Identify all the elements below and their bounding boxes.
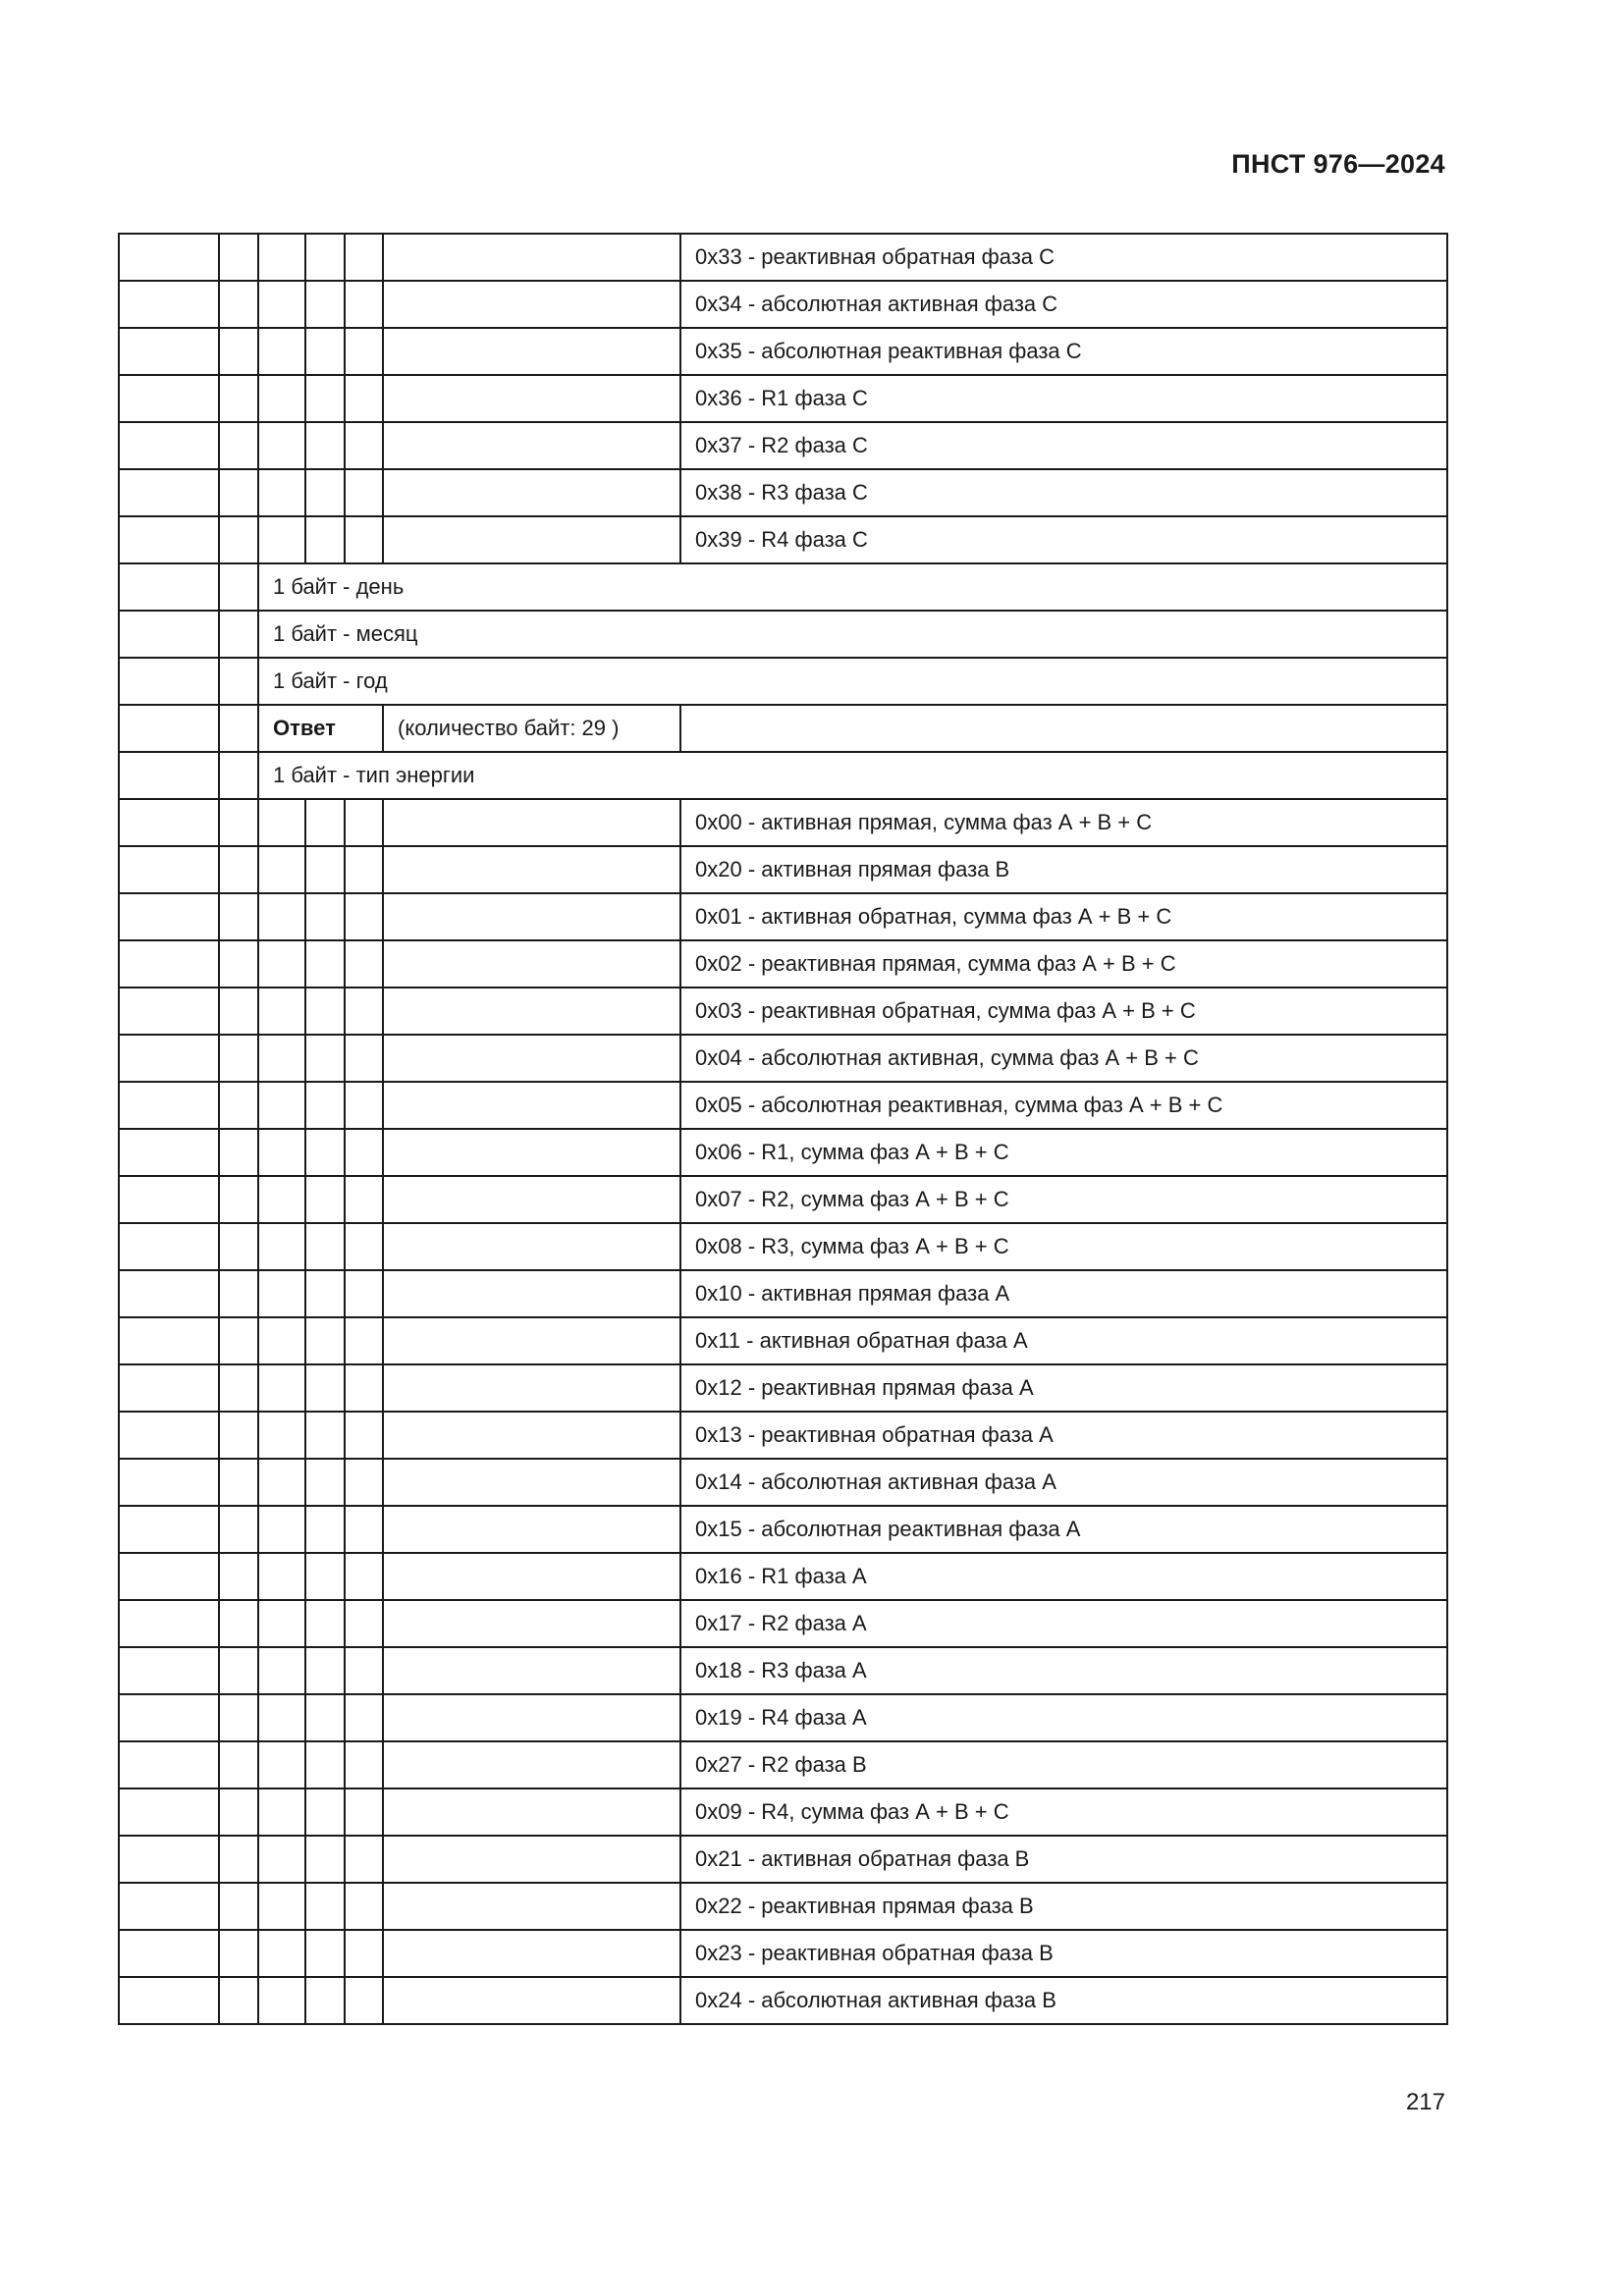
empty-cell [305,799,345,846]
empty-cell [305,1364,345,1412]
empty-cell [119,658,219,705]
empty-cell [383,1223,680,1270]
empty-cell [345,1506,383,1553]
empty-cell [119,846,219,893]
empty-cell [305,422,345,469]
empty-cell [219,375,258,422]
document-code: ПНСТ 976—2024 [1231,149,1445,179]
empty-cell [305,1883,345,1930]
empty-cell [219,281,258,328]
table-row [119,1741,1447,1789]
empty-cell [345,375,383,422]
empty-cell [119,1647,219,1694]
table-row [119,1364,1447,1412]
table-row [119,375,1447,422]
empty-cell [680,705,1447,752]
table-row [119,893,1447,940]
empty-cell [345,1883,383,1930]
empty-cell [258,988,305,1035]
empty-cell [383,1883,680,1930]
empty-cell [219,1694,258,1741]
empty-cell [258,516,305,563]
empty-cell [219,328,258,375]
empty-cell [219,1647,258,1694]
empty-cell [258,1082,305,1129]
empty-cell [383,1412,680,1459]
table-row [119,846,1447,893]
empty-cell [258,1317,305,1364]
empty-cell [258,1270,305,1317]
table-row [119,1129,1447,1176]
empty-cell [305,940,345,988]
empty-cell [305,1223,345,1270]
empty-cell [383,1506,680,1553]
empty-cell [258,234,305,281]
empty-cell [119,1082,219,1129]
empty-cell [383,1176,680,1223]
answer-row [119,705,1447,752]
empty-cell [383,893,680,940]
energy-code-cell: 0x03 - реактивная обратная, сумма фаз А + В + С [680,988,1447,1035]
empty-cell [345,799,383,846]
empty-cell [119,281,219,328]
empty-cell [119,705,219,752]
empty-cell [258,799,305,846]
empty-cell [119,563,219,611]
empty-cell [383,375,680,422]
energy-code-cell: 0x14 - абсолютная активная фаза А [680,1459,1447,1506]
table-row [119,1317,1447,1364]
empty-cell [305,1129,345,1176]
table-row [119,799,1447,846]
empty-cell [219,1506,258,1553]
empty-cell [345,1364,383,1412]
empty-cell [305,1836,345,1883]
empty-cell [383,1789,680,1836]
energy-code-cell: 0x16 - R1 фаза А [680,1553,1447,1600]
empty-cell [119,940,219,988]
empty-cell [219,1412,258,1459]
empty-cell [119,1317,219,1364]
empty-cell [383,1694,680,1741]
energy-code-cell: 0x04 - абсолютная активная, сумма фаз А + В + С [680,1035,1447,1082]
table-row [119,1176,1447,1223]
empty-cell [258,1883,305,1930]
empty-cell [383,1600,680,1647]
empty-cell [219,1364,258,1412]
byte-field-cell: 1 байт - день [258,563,1447,611]
empty-cell [383,1129,680,1176]
empty-cell [345,1553,383,1600]
table-row [119,658,1447,705]
empty-cell [119,988,219,1035]
table-row [119,1553,1447,1600]
empty-cell [119,1789,219,1836]
empty-cell [345,1647,383,1694]
energy-code-cell: 0x23 - реактивная обратная фаза В [680,1930,1447,1977]
empty-cell [258,1129,305,1176]
empty-cell [305,1412,345,1459]
table-row [119,516,1447,563]
empty-cell [345,1317,383,1364]
table-row [119,328,1447,375]
energy-code-cell: 0x27 - R2 фаза В [680,1741,1447,1789]
energy-code-cell: 0x24 - абсолютная активная фаза В [680,1977,1447,2024]
empty-cell [219,1883,258,1930]
empty-cell [383,234,680,281]
table-row [119,1600,1447,1647]
page-number: 217 [1405,2089,1445,2115]
energy-code-cell: 0x12 - реактивная прямая фаза А [680,1364,1447,1412]
protocol-table-body [119,234,1447,2024]
empty-cell [383,516,680,563]
empty-cell [258,1553,305,1600]
empty-cell [345,422,383,469]
empty-cell [258,1035,305,1082]
empty-cell [219,1459,258,1506]
empty-cell [119,1459,219,1506]
empty-cell [345,1977,383,2024]
empty-cell [345,1082,383,1129]
empty-cell [119,1553,219,1600]
empty-cell [305,1694,345,1741]
empty-cell [219,1035,258,1082]
empty-cell [258,893,305,940]
energy-code-cell: 0x34 - абсолютная активная фаза С [680,281,1447,328]
empty-cell [119,1694,219,1741]
empty-cell [119,1506,219,1553]
empty-cell [219,1741,258,1789]
empty-cell [345,988,383,1035]
empty-cell [305,1977,345,2024]
table-row [119,1270,1447,1317]
empty-cell [383,1647,680,1694]
empty-cell [219,1930,258,1977]
empty-cell [305,1553,345,1600]
table-row [119,1836,1447,1883]
empty-cell [258,1412,305,1459]
empty-cell [305,1600,345,1647]
energy-code-cell: 0x18 - R3 фаза А [680,1647,1447,1694]
empty-cell [345,328,383,375]
empty-cell [258,1930,305,1977]
empty-cell [305,281,345,328]
table-row [119,1789,1447,1836]
energy-code-cell: 0x00 - активная прямая, сумма фаз А + В + С [680,799,1447,846]
empty-cell [219,846,258,893]
empty-cell [119,1836,219,1883]
byte-field-cell: 1 байт - год [258,658,1447,705]
empty-cell [219,1129,258,1176]
empty-cell [219,1317,258,1364]
empty-cell [258,375,305,422]
table-row [119,1977,1447,2024]
empty-cell [258,1977,305,2024]
empty-cell [219,988,258,1035]
energy-code-cell: 0x22 - реактивная прямая фаза В [680,1883,1447,1930]
energy-code-cell: 0x11 - активная обратная фаза А [680,1317,1447,1364]
empty-cell [305,1270,345,1317]
empty-cell [383,988,680,1035]
table-row [119,1647,1447,1694]
table-row [119,1412,1447,1459]
empty-cell [383,1317,680,1364]
empty-cell [383,1930,680,1977]
energy-code-cell: 0x13 - реактивная обратная фаза А [680,1412,1447,1459]
empty-cell [383,940,680,988]
empty-cell [219,422,258,469]
empty-cell [119,1270,219,1317]
energy-code-cell: 0x06 - R1, сумма фаз А + В + С [680,1129,1447,1176]
table-row [119,1223,1447,1270]
empty-cell [219,611,258,658]
empty-cell [119,328,219,375]
empty-cell [219,469,258,516]
empty-cell [258,846,305,893]
empty-cell [345,1789,383,1836]
empty-cell [345,1694,383,1741]
empty-cell [305,1459,345,1506]
empty-cell [119,799,219,846]
empty-cell [119,1176,219,1223]
table-row [119,940,1447,988]
empty-cell [345,1412,383,1459]
empty-cell [383,799,680,846]
empty-cell [305,988,345,1035]
empty-cell [305,846,345,893]
empty-cell [345,516,383,563]
energy-code-cell: 0x08 - R3, сумма фаз А + В + С [680,1223,1447,1270]
empty-cell [119,375,219,422]
table-row [119,1035,1447,1082]
empty-cell [345,1129,383,1176]
empty-cell [345,1930,383,1977]
empty-cell [383,846,680,893]
energy-code-cell: 0x05 - абсолютная реактивная, сумма фаз А + В + С [680,1082,1447,1129]
empty-cell [305,234,345,281]
empty-cell [219,940,258,988]
empty-cell [219,1836,258,1883]
table-row [119,988,1447,1035]
energy-code-cell: 0x01 - активная обратная, сумма фаз А + В + С [680,893,1447,940]
empty-cell [383,1553,680,1600]
energy-code-cell: 0x33 - реактивная обратная фаза С [680,234,1447,281]
table-row [119,1930,1447,1977]
byte-field-cell: 1 байт - месяц [258,611,1447,658]
empty-cell [258,940,305,988]
empty-cell [305,1647,345,1694]
empty-cell [219,1270,258,1317]
energy-code-cell: 0x37 - R2 фаза С [680,422,1447,469]
empty-cell [219,1082,258,1129]
empty-cell [305,516,345,563]
table-row [119,1459,1447,1506]
empty-cell [383,1459,680,1506]
empty-cell [258,1506,305,1553]
empty-cell [258,328,305,375]
table-row [119,1082,1447,1129]
table-row [119,611,1447,658]
empty-cell [219,1977,258,2024]
table-row [119,1506,1447,1553]
empty-cell [345,1035,383,1082]
empty-cell [383,1082,680,1129]
energy-code-cell: 0x15 - абсолютная реактивная фаза А [680,1506,1447,1553]
empty-cell [119,234,219,281]
empty-cell [219,1176,258,1223]
empty-cell [383,1977,680,2024]
empty-cell [383,422,680,469]
answer-label: Ответ [258,705,383,752]
empty-cell [119,469,219,516]
empty-cell [219,752,258,799]
empty-cell [219,1600,258,1647]
energy-code-cell: 0x38 - R3 фаза С [680,469,1447,516]
energy-type-cell: 1 байт - тип энергии [258,752,1447,799]
empty-cell [305,328,345,375]
empty-cell [345,940,383,988]
empty-cell [383,281,680,328]
energy-code-cell: 0x17 - R2 фаза А [680,1600,1447,1647]
empty-cell [345,281,383,328]
empty-cell [383,1270,680,1317]
empty-cell [258,1741,305,1789]
empty-cell [383,328,680,375]
energy-code-cell: 0x02 - реактивная прямая, сумма фаз А + В + С [680,940,1447,988]
table-row [119,234,1447,281]
table-row [119,469,1447,516]
answer-byte-count: (количество байт: 29 ) [383,705,680,752]
empty-cell [305,1035,345,1082]
empty-cell [119,1364,219,1412]
empty-cell [219,799,258,846]
empty-cell [345,234,383,281]
energy-code-cell: 0x39 - R4 фаза С [680,516,1447,563]
energy-code-cell: 0x09 - R4, сумма фаз А + В + С [680,1789,1447,1836]
empty-cell [345,1223,383,1270]
energy-code-cell: 0x20 - активная прямая фаза В [680,846,1447,893]
empty-cell [219,1223,258,1270]
empty-cell [219,234,258,281]
protocol-table [118,233,1448,2025]
energy-code-cell: 0x10 - активная прямая фаза А [680,1270,1447,1317]
empty-cell [258,1459,305,1506]
empty-cell [119,1035,219,1082]
empty-cell [383,1364,680,1412]
empty-cell [258,1789,305,1836]
empty-cell [119,1412,219,1459]
empty-cell [305,1930,345,1977]
empty-cell [258,1223,305,1270]
energy-code-cell: 0x35 - абсолютная реактивная фаза С [680,328,1447,375]
empty-cell [119,752,219,799]
empty-cell [258,422,305,469]
empty-cell [305,1741,345,1789]
empty-cell [219,563,258,611]
empty-cell [119,1600,219,1647]
empty-cell [258,1836,305,1883]
empty-cell [258,281,305,328]
empty-cell [383,1035,680,1082]
table-row [119,1694,1447,1741]
empty-cell [345,1741,383,1789]
empty-cell [119,516,219,563]
empty-cell [305,469,345,516]
empty-cell [119,1930,219,1977]
empty-cell [219,893,258,940]
empty-cell [305,1176,345,1223]
empty-cell [345,1270,383,1317]
empty-cell [305,1789,345,1836]
energy-code-cell: 0x36 - R1 фаза С [680,375,1447,422]
table-row [119,1883,1447,1930]
empty-cell [305,375,345,422]
empty-cell [119,611,219,658]
empty-cell [305,1506,345,1553]
empty-cell [305,1317,345,1364]
energy-code-cell: 0x21 - активная обратная фаза В [680,1836,1447,1883]
empty-cell [383,469,680,516]
table-row [119,422,1447,469]
empty-cell [383,1836,680,1883]
empty-cell [119,422,219,469]
empty-cell [119,1129,219,1176]
empty-cell [219,658,258,705]
empty-cell [258,469,305,516]
empty-cell [345,893,383,940]
empty-cell [119,1223,219,1270]
empty-cell [119,893,219,940]
empty-cell [345,1459,383,1506]
empty-cell [345,1600,383,1647]
energy-code-cell: 0x07 - R2, сумма фаз А + В + С [680,1176,1447,1223]
empty-cell [345,1836,383,1883]
empty-cell [345,469,383,516]
table-row [119,281,1447,328]
empty-cell [119,1741,219,1789]
empty-cell [345,846,383,893]
empty-cell [258,1176,305,1223]
empty-cell [219,705,258,752]
empty-cell [258,1364,305,1412]
table-row [119,752,1447,799]
empty-cell [219,516,258,563]
empty-cell [305,893,345,940]
empty-cell [258,1647,305,1694]
empty-cell [345,1176,383,1223]
empty-cell [119,1883,219,1930]
empty-cell [258,1600,305,1647]
empty-cell [119,1977,219,2024]
energy-code-cell: 0x19 - R4 фаза А [680,1694,1447,1741]
table-row [119,563,1447,611]
empty-cell [258,1694,305,1741]
empty-cell [219,1789,258,1836]
empty-cell [383,1741,680,1789]
empty-cell [305,1082,345,1129]
empty-cell [219,1553,258,1600]
